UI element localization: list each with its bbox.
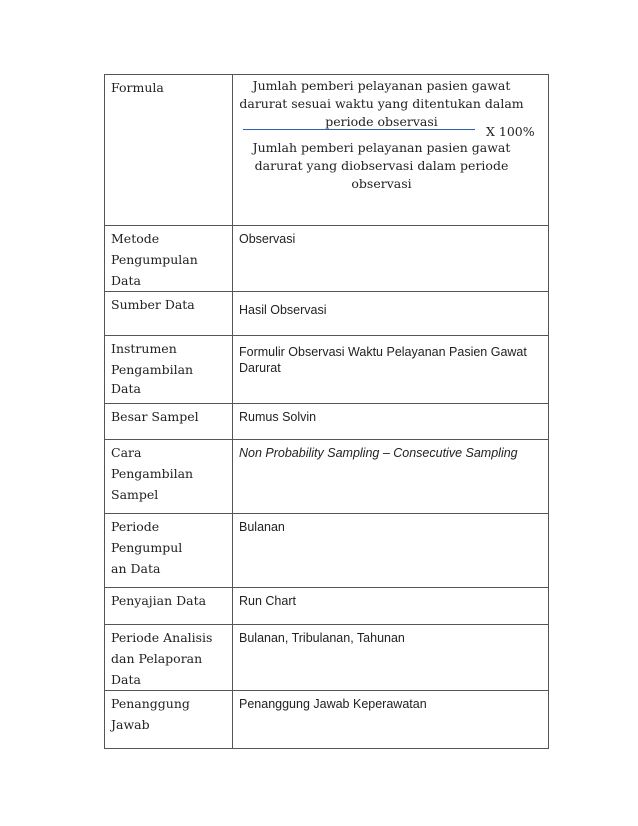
table-row-penanggung (105, 691, 549, 749)
row-value-text: Penanggung Jawab Keperawatan (239, 697, 427, 711)
row-value (233, 691, 549, 749)
denominator-line: observasi (351, 176, 412, 191)
row-label-line: Penanggung (111, 696, 190, 711)
row-label-line: Instrumen (111, 341, 177, 356)
row-value (233, 514, 549, 588)
row-label-line: Pengambilan (111, 466, 194, 481)
row-value-text: Formulir Observasi Waktu Pelayanan Pasien Gawat (239, 345, 527, 359)
row-label (105, 588, 233, 625)
row-label-line: Pengumpul (111, 540, 183, 555)
formula-multiplier: X 100% (486, 124, 535, 139)
row-label-line: Sumber Data (111, 297, 195, 312)
row-label-line: Pengambilan (111, 362, 194, 377)
row-label (105, 75, 233, 226)
fraction-line (243, 129, 475, 130)
row-value-text: Non Probability Sampling – Consecutive Sampling (239, 446, 518, 460)
row-label-line: Sampel (111, 487, 159, 502)
row-value-text: Rumus Solvin (239, 410, 317, 424)
row-label-line: Jawab (111, 717, 150, 732)
formula-cell (233, 75, 549, 226)
numerator-line: periode observasi (325, 114, 438, 129)
row-value (233, 588, 549, 625)
row-value-text: Bulanan, Tribulanan, Tahunan (239, 631, 405, 645)
row-value (233, 336, 549, 404)
row-label-line: Metode (111, 231, 160, 246)
row-label-line: Besar Sampel (111, 409, 199, 424)
row-label (105, 691, 233, 749)
row-label (105, 226, 233, 292)
row-label-line: Cara (111, 445, 142, 460)
row-label (105, 336, 233, 404)
table-row-penyajian (105, 588, 549, 625)
row-label (105, 514, 233, 588)
denominator-line: darurat yang diobservasi dalam periode (254, 158, 509, 173)
row-label-line: Data (111, 381, 141, 396)
row-label-line: Periode (111, 519, 160, 534)
row-value (233, 292, 549, 336)
row-value (233, 404, 549, 440)
formula-denominator (239, 139, 524, 193)
row-value-text: Hasil Observasi (239, 303, 327, 317)
denominator-line: Jumlah pemberi pelayanan pasien gawat (252, 140, 511, 155)
row-value-text: Run Chart (239, 594, 296, 608)
table-row-metode (105, 226, 549, 292)
row-label-line: Periode Analisis (111, 630, 213, 645)
row-label-line: Penyajian Data (111, 593, 207, 608)
row-value-text: Darurat (239, 361, 281, 375)
row-value-text: Observasi (239, 232, 296, 246)
table-row-formula (105, 75, 549, 226)
table-row-analisis (105, 625, 549, 691)
row-label-line: Pengumpulan (111, 252, 198, 267)
row-label-line: an Data (111, 561, 161, 576)
row-label (105, 625, 233, 691)
row-value-text: Bulanan (239, 520, 285, 534)
row-value (233, 625, 549, 691)
table-row-periode (105, 514, 549, 588)
table-row-sumber (105, 292, 549, 336)
row-label (105, 404, 233, 440)
numerator-line: darurat sesuai waktu yang ditentukan dalam (239, 96, 524, 111)
table-row-cara (105, 440, 549, 514)
row-label-line: Data (111, 672, 141, 687)
table-row-besar-sampel (105, 404, 549, 440)
row-label-line: Data (111, 273, 141, 288)
row-label-line: dan Pelaporan (111, 651, 203, 666)
indicator-spec-table (104, 74, 549, 749)
numerator-line: Jumlah pemberi pelayanan pasien gawat (252, 78, 511, 93)
table-row-instrumen (105, 336, 549, 404)
formula-numerator (239, 77, 524, 131)
row-label-line: Formula (111, 80, 164, 95)
row-value (233, 440, 549, 514)
formula (239, 77, 548, 225)
row-label (105, 440, 233, 514)
row-value (233, 226, 549, 292)
row-label (105, 292, 233, 336)
